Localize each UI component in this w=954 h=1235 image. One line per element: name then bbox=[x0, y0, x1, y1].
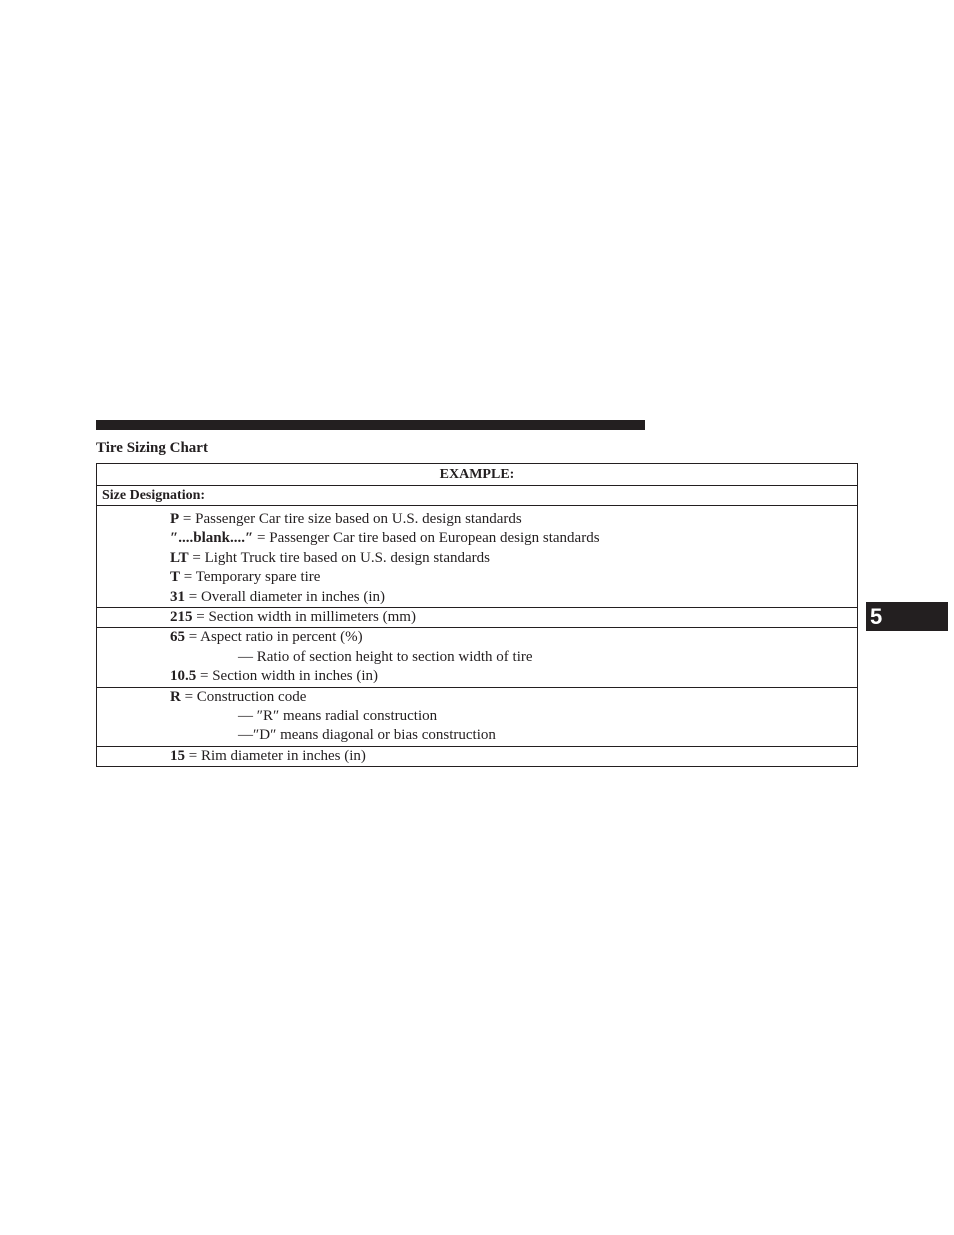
line-text: — ″R″ means radial construction bbox=[238, 707, 438, 724]
line-text: — Ratio of section height to section width of tire bbox=[238, 648, 533, 665]
line-text: = Passenger Car tire based on European design standards bbox=[253, 530, 600, 547]
line-text: = Temporary spare tire bbox=[180, 569, 321, 586]
table-line bbox=[97, 747, 857, 766]
line-code: R bbox=[170, 688, 181, 705]
table-line bbox=[97, 628, 857, 647]
line-text: = Aspect ratio in percent (%) bbox=[185, 629, 363, 646]
line-text: = Overall diameter in inches (in) bbox=[185, 588, 386, 605]
line-text: = Passenger Car tire size based on U.S. design standards bbox=[179, 511, 522, 527]
line-text: = Light Truck tire based on U.S. design standards bbox=[188, 549, 490, 566]
tire-sizing-table bbox=[96, 463, 858, 767]
table-line bbox=[97, 529, 857, 548]
table-group bbox=[97, 687, 857, 746]
example-header: EXAMPLE: bbox=[439, 467, 515, 482]
table-group bbox=[97, 607, 857, 627]
section-rule-bar bbox=[96, 420, 645, 430]
line-code: 65 bbox=[170, 629, 185, 646]
table-line bbox=[97, 688, 857, 707]
size-designation-label: Size Designation: bbox=[97, 485, 857, 505]
line-code: 215 bbox=[170, 608, 193, 625]
table-line bbox=[97, 549, 857, 568]
line-code: LT bbox=[170, 549, 189, 566]
line-code: 31 bbox=[170, 588, 185, 605]
line-text: = Construction code bbox=[180, 688, 307, 705]
section-title: Tire Sizing Chart bbox=[96, 440, 208, 456]
line-text: —″D″ means diagonal or bias construction bbox=[238, 727, 496, 744]
table-group bbox=[97, 746, 857, 766]
line-code: P bbox=[170, 511, 180, 527]
table-subline bbox=[97, 726, 857, 745]
line-text: = Section width in inches (in) bbox=[196, 668, 379, 685]
line-code: T bbox=[170, 569, 181, 586]
line-code: 10.5 bbox=[170, 668, 197, 685]
line-text: = Rim diameter in inches (in) bbox=[185, 747, 366, 764]
table-subline bbox=[97, 648, 857, 667]
table-line bbox=[97, 608, 857, 627]
table-line bbox=[97, 588, 857, 607]
line-text: = Section width in millimeters (mm) bbox=[192, 608, 416, 625]
table-line bbox=[97, 510, 857, 529]
table-line bbox=[97, 667, 857, 686]
line-code: ″....blank....″ bbox=[170, 530, 254, 547]
table-group bbox=[97, 505, 857, 607]
line-code: 15 bbox=[170, 747, 185, 764]
table-subline bbox=[97, 707, 857, 726]
table-line bbox=[97, 568, 857, 587]
table-group bbox=[97, 627, 857, 686]
chapter-tab: 5 bbox=[866, 602, 948, 631]
